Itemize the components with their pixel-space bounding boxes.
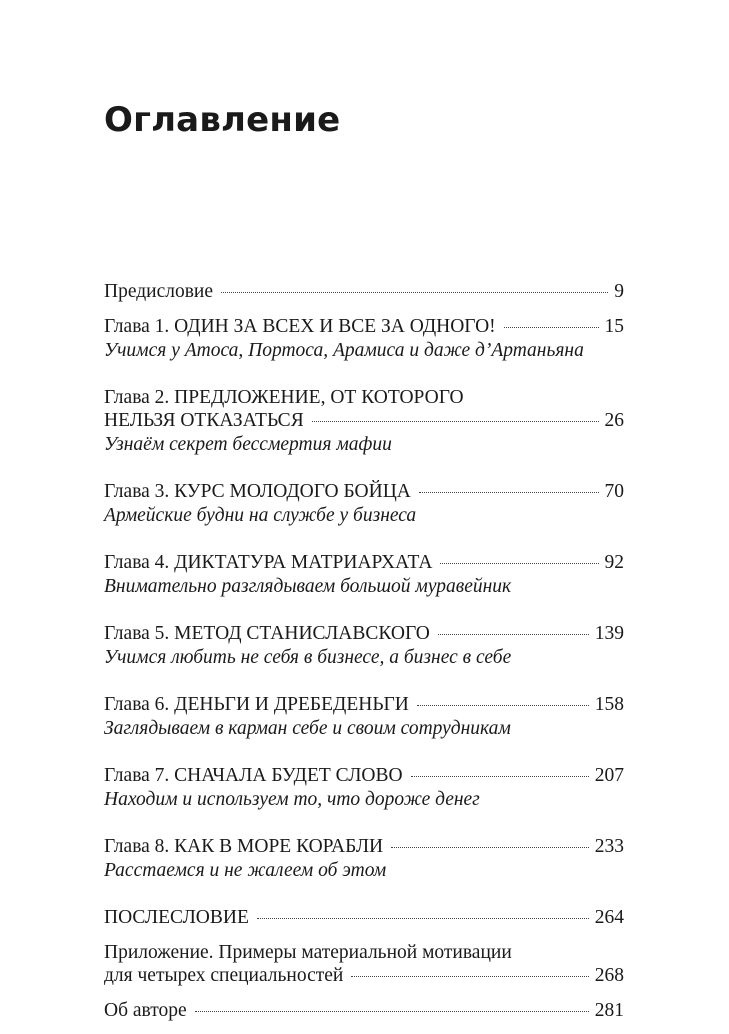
toc-entry-title: НЕЛЬЗЯ ОТКАЗАТЬСЯ [104,410,304,431]
toc-entry [104,764,624,813]
table-of-contents [104,280,624,1034]
toc-entry [104,941,624,987]
toc-page-number: 9 [614,281,624,302]
toc-entry-title: для четырех специальностей [104,965,344,986]
toc-entry-subtitle: Находим и используем то, что дороже денег [104,789,480,810]
toc-entry-subtitle: Расстаемся и не жалеем об этом [104,860,387,881]
dot-leader [411,776,589,777]
toc-entry [104,622,624,671]
dot-leader [504,327,599,328]
dot-leader [440,563,598,564]
dot-leader [195,1011,589,1012]
toc-page-number: 26 [604,410,624,431]
dot-leader [257,918,589,919]
dot-leader [438,634,589,635]
toc-entry [104,551,624,600]
toc-page-number: 207 [594,765,624,786]
toc-entry-subtitle: Заглядываем в карман себе и своим сотрудникам [104,718,511,739]
toc-page-number: 233 [594,836,624,857]
page-title: Оглавление [104,100,341,140]
dot-leader [351,976,588,977]
toc-entry [104,906,624,929]
toc-entry-subtitle: Учимся у Атоса, Портоса, Арамиса и даже д’Артаньяна [104,340,584,361]
dot-leader [391,847,589,848]
toc-entry-title: Глава 7. СНАЧАЛА БУДЕТ СЛОВО [104,765,403,786]
toc-page-number: 92 [604,552,624,573]
toc-entry [104,999,624,1022]
toc-entry-subtitle: Учимся любить не себя в бизнесе, а бизнес в себе [104,647,512,668]
toc-page-number: 15 [604,316,624,337]
toc-page-number: 139 [594,623,624,644]
toc-entry-title: Об авторе [104,1000,187,1021]
toc-page-number: 70 [604,481,624,502]
dot-leader [221,292,608,293]
toc-page-number: 281 [594,1000,624,1021]
toc-page-number: 264 [594,907,624,928]
toc-entry-subtitle: Армейские будни на службе у бизнеса [104,505,417,526]
dot-leader [312,421,599,422]
toc-entry-title: Приложение. Примеры материальной мотивации [104,942,512,963]
toc-entry [104,693,624,742]
toc-entry [104,386,624,458]
toc-entry-title: Глава 1. ОДИН ЗА ВСЕХ И ВСЕ ЗА ОДНОГО! [104,316,496,337]
toc-page-number: 158 [594,694,624,715]
dot-leader [419,492,599,493]
toc-entry-title: Глава 2. ПРЕДЛОЖЕНИЕ, ОТ КОТОРОГО [104,387,464,408]
toc-entry [104,315,624,364]
toc-entry [104,835,624,884]
toc-entry [104,480,624,529]
toc-page-number: 268 [594,965,624,986]
toc-entry-title: Глава 8. КАК В МОРЕ КОРАБЛИ [104,836,384,857]
toc-entry-title: ПОСЛЕСЛОВИЕ [104,907,249,928]
toc-entry-subtitle: Внимательно разглядываем большой муравейник [104,576,512,597]
toc-entry-title: Глава 4. ДИКТАТУРА МАТРИАРХАТА [104,552,433,573]
toc-entry-title: Глава 6. ДЕНЬГИ И ДРЕБЕДЕНЬГИ [104,694,409,715]
dot-leader [417,705,589,706]
toc-entry [104,280,624,303]
toc-entry-subtitle: Узнаём секрет бессмертия мафии [104,434,392,455]
toc-entry-title: Предисловие [104,281,214,302]
toc-entry-title: Глава 3. КУРС МОЛОДОГО БОЙЦА [104,481,411,502]
toc-entry-title: Глава 5. МЕТОД СТАНИСЛАВСКОГО [104,623,430,644]
